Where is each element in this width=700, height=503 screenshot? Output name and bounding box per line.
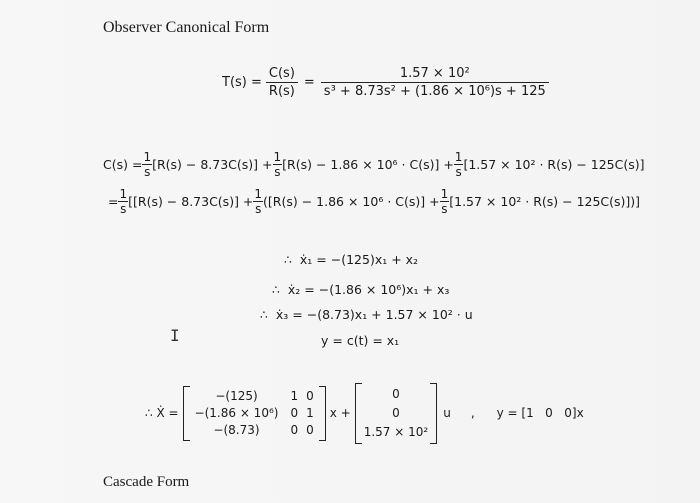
a11: −(125) xyxy=(215,388,258,403)
tf-ratio xyxy=(266,66,298,99)
b1: 0 xyxy=(392,386,400,401)
heading-cascade-form: Cascade Form xyxy=(103,474,190,490)
x2-dot-equation: ẋ₂ = −(1.86 × 10⁶)x₁ + x₃ xyxy=(287,282,450,297)
cs-line2-term3: [1.57 × 10² · R(s) − 125C(s)])] xyxy=(449,193,641,209)
heading-observer-canonical-form: Observer Canonical Form xyxy=(103,19,270,36)
frac-den: s xyxy=(120,201,127,216)
a23: 1 xyxy=(306,405,314,420)
frac-den: s xyxy=(441,201,448,216)
state-eq-x1 xyxy=(284,252,418,267)
a31: −(8.73) xyxy=(213,422,260,437)
right-bracket xyxy=(430,383,437,444)
comma: , xyxy=(470,406,475,420)
therefore-symbol: ∴ xyxy=(284,252,292,267)
frac-num: 1 xyxy=(119,186,128,201)
a21: −(1.86 × 10⁶) xyxy=(194,405,279,420)
frac-den: s xyxy=(255,201,262,216)
frac-num: 1 xyxy=(440,186,449,201)
left-bracket xyxy=(355,383,362,444)
frac-num: 1 xyxy=(273,149,282,164)
b2: 0 xyxy=(392,405,400,420)
a12: 1 xyxy=(290,388,299,403)
transfer-function xyxy=(222,60,549,104)
cs-equation-line2 xyxy=(108,183,640,219)
frac-num: 1 xyxy=(143,149,152,164)
one-over-s xyxy=(142,150,152,179)
state-eq-x3 xyxy=(260,307,473,322)
one-over-s xyxy=(454,150,464,179)
a22: 0 xyxy=(290,405,299,420)
one-over-s xyxy=(253,187,263,216)
one-over-s xyxy=(118,187,128,216)
frac-num: 1 xyxy=(254,186,263,201)
cs-equation-line1 xyxy=(103,146,645,182)
matrix-A xyxy=(183,386,326,441)
x3-dot-equation: ẋ₃ = −(8.73)x₁ + 1.57 × 10² · u xyxy=(275,307,473,322)
matrix-B xyxy=(355,383,437,444)
cs-line2-term1: [[R(s) − 8.73C(s)] + xyxy=(128,193,254,209)
matrix-A-table xyxy=(195,388,314,439)
frac-den: s xyxy=(455,164,462,179)
a33: 0 xyxy=(306,422,314,437)
one-over-s xyxy=(440,187,450,216)
b3: 1.57 × 10² xyxy=(363,424,429,439)
x1-dot-equation: ẋ₁ = −(125)x₁ + x₂ xyxy=(299,252,419,267)
cs-line1-term1: [R(s) − 8.73C(s)] + xyxy=(152,156,273,172)
frac-den: s xyxy=(274,164,281,179)
one-over-s xyxy=(273,150,283,179)
a13: 0 xyxy=(306,388,314,403)
matrix-B-table xyxy=(363,385,429,442)
frac-num: 1 xyxy=(454,149,463,164)
tf-eq: = xyxy=(303,74,315,90)
therefore-symbol: ∴ xyxy=(272,282,280,297)
matrix-lhs: ∴ Ẋ = xyxy=(145,406,179,420)
tf-main-fraction xyxy=(321,66,549,99)
a32: 0 xyxy=(290,422,299,437)
output-matrix-equation: y = [1 0 0]x xyxy=(496,406,584,420)
tf-numerator: 1.57 × 10² xyxy=(321,66,549,83)
cs-line1-term3: [1.57 × 10² · R(s) − 125C(s)] xyxy=(463,156,645,172)
tf-ratio-den: R(s) xyxy=(268,83,295,99)
cs-line2-term2: ([R(s) − 1.86 × 10⁶ · C(s)] + xyxy=(263,193,440,209)
frac-den: s xyxy=(144,164,151,179)
tf-ratio-num: C(s) xyxy=(266,66,298,83)
x-plus-label: x + xyxy=(329,406,351,420)
left-bracket xyxy=(183,386,190,441)
u-label: u xyxy=(443,406,451,420)
therefore-symbol: ∴ xyxy=(260,307,268,322)
state-eq-x2 xyxy=(272,282,449,297)
output-equation: y = c(t) = x₁ xyxy=(321,333,400,348)
tf-lhs: T(s) = xyxy=(222,74,262,90)
right-bracket xyxy=(319,386,326,441)
text-cursor-icon: I xyxy=(170,326,180,345)
cs-line2-eq: = xyxy=(108,193,119,209)
tf-denominator: s³ + 8.73s² + (1.86 × 10⁶)s + 125 xyxy=(323,83,546,99)
matrix-equation xyxy=(145,384,584,442)
cs-line1-term2: [R(s) − 1.86 × 10⁶ · C(s)] + xyxy=(282,156,454,172)
cs-line1-lhs: C(s) = xyxy=(103,156,143,172)
